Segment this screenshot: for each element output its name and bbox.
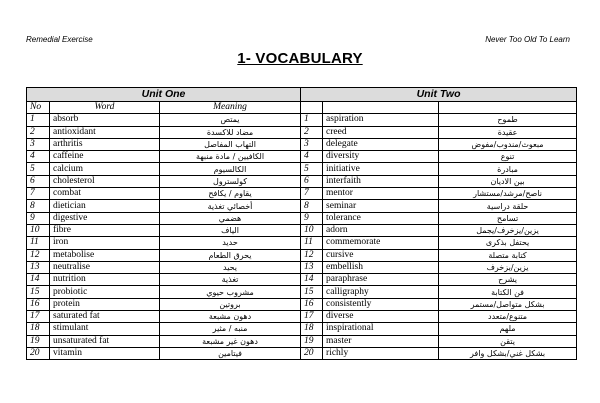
meaning-unit-two: ناصح/مرشد/مستشار	[439, 188, 577, 200]
meaning-unit-one: منبه / مثير	[160, 323, 301, 335]
meaning-unit-one: هضمي	[160, 212, 301, 224]
word-unit-one: arthritis	[50, 138, 160, 150]
table-row	[27, 212, 577, 224]
meaning-unit-one: دهون غير مشبعة	[160, 335, 301, 347]
row-number-unit-one: 6	[27, 175, 50, 187]
row-number-unit-one: 9	[27, 212, 50, 224]
word-unit-two: diverse	[323, 311, 439, 323]
row-number-unit-one: 13	[27, 261, 50, 273]
meaning-unit-one: حديد	[160, 237, 301, 249]
word-unit-two: cursive	[323, 249, 439, 261]
meaning-unit-one: فيتامين	[160, 347, 301, 359]
meaning-unit-one: يحرق الطعام	[160, 249, 301, 261]
row-number-unit-two: 18	[301, 323, 323, 335]
table-row	[27, 114, 577, 126]
word-unit-one: neutralise	[50, 261, 160, 273]
row-number-unit-one: 19	[27, 335, 50, 347]
column-header-blank	[323, 102, 439, 114]
word-unit-two: adorn	[323, 224, 439, 236]
vocabulary-rows	[27, 114, 577, 360]
column-header-no-unit-two	[301, 102, 323, 114]
row-number-unit-two: 17	[301, 311, 323, 323]
word-unit-one: digestive	[50, 212, 160, 224]
word-unit-one: cholesterol	[50, 175, 160, 187]
column-header-no: No	[27, 102, 50, 114]
meaning-unit-one: يقاوم / يكافح	[160, 188, 301, 200]
word-unit-two: aspiration	[323, 114, 439, 126]
word-unit-one: fibre	[50, 224, 160, 236]
word-unit-one: combat	[50, 188, 160, 200]
table-row	[27, 138, 577, 150]
meaning-unit-one: يحيد	[160, 261, 301, 273]
word-unit-two: commemorate	[323, 237, 439, 249]
row-number-unit-two: 15	[301, 286, 323, 298]
meaning-unit-one: أخصائي تغذية	[160, 200, 301, 212]
meaning-unit-two: مبادرة	[439, 163, 577, 175]
meaning-unit-two: يحتفل بذكرى	[439, 237, 577, 249]
table-row	[27, 335, 577, 347]
row-number-unit-two: 5	[301, 163, 323, 175]
word-unit-two: inspirational	[323, 323, 439, 335]
word-unit-two: interfaith	[323, 175, 439, 187]
word-unit-two: creed	[323, 126, 439, 138]
meaning-unit-one: الكالسيوم	[160, 163, 301, 175]
meaning-unit-one: الكافيين / مادة منبهة	[160, 151, 301, 163]
row-number-unit-one: 8	[27, 200, 50, 212]
row-number-unit-one: 10	[27, 224, 50, 236]
word-unit-two: diversity	[323, 151, 439, 163]
row-number-unit-one: 1	[27, 114, 50, 126]
word-unit-one: calcium	[50, 163, 160, 175]
row-number-unit-one: 18	[27, 323, 50, 335]
meaning-unit-one: كولسترول	[160, 175, 301, 187]
word-unit-two: mentor	[323, 188, 439, 200]
meaning-unit-two: فن الكتابة	[439, 286, 577, 298]
word-unit-one: protein	[50, 298, 160, 310]
vocabulary-table	[26, 87, 577, 360]
row-number-unit-two: 20	[301, 347, 323, 359]
meaning-unit-one: التهاب المفاصل	[160, 138, 301, 150]
word-unit-two: calligraphy	[323, 286, 439, 298]
word-unit-one: nutrition	[50, 274, 160, 286]
table-row	[27, 286, 577, 298]
word-unit-two: delegate	[323, 138, 439, 150]
row-number-unit-one: 16	[27, 298, 50, 310]
table-row	[27, 151, 577, 163]
meaning-unit-two: يزين/يزخرف	[439, 261, 577, 273]
header-left-text: Remedial Exercise	[26, 35, 93, 44]
word-unit-one: iron	[50, 237, 160, 249]
word-unit-one: saturated fat	[50, 311, 160, 323]
meaning-unit-two: حلقة دراسية	[439, 200, 577, 212]
word-unit-two: tolerance	[323, 212, 439, 224]
word-unit-one: metabolise	[50, 249, 160, 261]
meaning-unit-one: دهون مشبعة	[160, 311, 301, 323]
row-number-unit-one: 4	[27, 151, 50, 163]
row-number-unit-two: 6	[301, 175, 323, 187]
meaning-unit-one: يمتص	[160, 114, 301, 126]
word-unit-one: antioxidant	[50, 126, 160, 138]
meaning-unit-one: مشروب حيوي	[160, 286, 301, 298]
row-number-unit-two: 8	[301, 200, 323, 212]
row-number-unit-two: 11	[301, 237, 323, 249]
meaning-unit-one: مضاد للاكسدة	[160, 126, 301, 138]
row-number-unit-one: 15	[27, 286, 50, 298]
row-number-unit-two: 12	[301, 249, 323, 261]
meaning-unit-two: ملهم	[439, 323, 577, 335]
meaning-unit-two: بشكل متواصل/مستمر	[439, 298, 577, 310]
row-number-unit-one: 2	[27, 126, 50, 138]
header-right-text: Never Too Old To Learn	[485, 35, 570, 44]
table-row	[27, 323, 577, 335]
row-number-unit-two: 2	[301, 126, 323, 138]
word-unit-two: richly	[323, 347, 439, 359]
word-unit-one: vitamin	[50, 347, 160, 359]
row-number-unit-two: 3	[301, 138, 323, 150]
row-number-unit-one: 17	[27, 311, 50, 323]
meaning-unit-two: متنوع/متعدد	[439, 311, 577, 323]
table-row	[27, 224, 577, 236]
meaning-unit-two: يشرح	[439, 274, 577, 286]
table-row	[27, 298, 577, 310]
page-title: 1- VOCABULARY	[237, 50, 363, 67]
meaning-unit-two: كتابة متصلة	[439, 249, 577, 261]
row-number-unit-two: 16	[301, 298, 323, 310]
meaning-unit-two: تنوع	[439, 151, 577, 163]
row-number-unit-one: 7	[27, 188, 50, 200]
meaning-unit-two: بين الاديان	[439, 175, 577, 187]
row-number-unit-two: 7	[301, 188, 323, 200]
meaning-unit-two: طموح	[439, 114, 577, 126]
row-number-unit-one: 5	[27, 163, 50, 175]
meaning-unit-one: بروتين	[160, 298, 301, 310]
word-unit-two: paraphrase	[323, 274, 439, 286]
table-row	[27, 249, 577, 261]
word-unit-one: caffeine	[50, 151, 160, 163]
row-number-unit-one: 3	[27, 138, 50, 150]
word-unit-one: probiotic	[50, 286, 160, 298]
row-number-unit-two: 4	[301, 151, 323, 163]
row-number-unit-two: 19	[301, 335, 323, 347]
word-unit-one: dietician	[50, 200, 160, 212]
word-unit-two: consistently	[323, 298, 439, 310]
table-row	[27, 175, 577, 187]
column-header-word: Word	[50, 102, 160, 114]
column-header-blank	[439, 102, 577, 114]
meaning-unit-two: عقيدة	[439, 126, 577, 138]
table-row	[27, 311, 577, 323]
row-number-unit-two: 14	[301, 274, 323, 286]
unit-two-heading: Unit Two	[301, 88, 577, 102]
table-row	[27, 200, 577, 212]
row-number-unit-one: 12	[27, 249, 50, 261]
table-row	[27, 274, 577, 286]
meaning-unit-one: الياف	[160, 224, 301, 236]
meaning-unit-two: بشكل غني/بشكل وافر	[439, 347, 577, 359]
word-unit-two: master	[323, 335, 439, 347]
table-row	[27, 237, 577, 249]
word-unit-two: seminar	[323, 200, 439, 212]
row-number-unit-two: 10	[301, 224, 323, 236]
table-row	[27, 126, 577, 138]
row-number-unit-one: 11	[27, 237, 50, 249]
word-unit-one: absorb	[50, 114, 160, 126]
table-row	[27, 188, 577, 200]
word-unit-one: unsaturated fat	[50, 335, 160, 347]
unit-one-heading: Unit One	[27, 88, 301, 102]
meaning-unit-two: يتقن	[439, 335, 577, 347]
row-number-unit-two: 9	[301, 212, 323, 224]
meaning-unit-two: يزين/يزخرف/يجمل	[439, 224, 577, 236]
row-number-unit-two: 1	[301, 114, 323, 126]
word-unit-two: initiative	[323, 163, 439, 175]
meaning-unit-one: تغذية	[160, 274, 301, 286]
table-row	[27, 261, 577, 273]
row-number-unit-one: 20	[27, 347, 50, 359]
word-unit-one: stimulant	[50, 323, 160, 335]
table-row	[27, 347, 577, 359]
row-number-unit-two: 13	[301, 261, 323, 273]
meaning-unit-two: تسامح	[439, 212, 577, 224]
word-unit-two: embellish	[323, 261, 439, 273]
meaning-unit-two: مبعوث/مندوب/مفوض	[439, 138, 577, 150]
table-row	[27, 163, 577, 175]
row-number-unit-one: 14	[27, 274, 50, 286]
column-header-meaning: Meaning	[160, 102, 301, 114]
